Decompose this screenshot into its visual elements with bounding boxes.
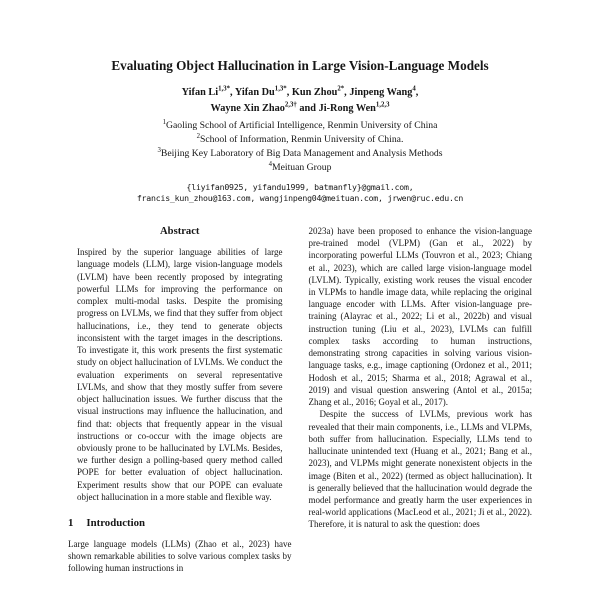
affiliation-line: $^1$Gaoling School of Artificial Intelligence, Renmin University of China bbox=[162, 119, 438, 132]
affiliation-line: $^3$Beijing Key Laboratory of Big Data Management and Analysis Methods bbox=[157, 146, 443, 160]
section-number: 1 bbox=[68, 517, 74, 530]
abstract-heading: Abstract bbox=[160, 225, 200, 237]
author-superscript: 1,3* bbox=[274, 85, 287, 93]
affiliation-line: $^2$School of Information, Renmin University of China. bbox=[196, 133, 404, 146]
paper-title: Evaluating Object Hallucination in Large Vision-Language Models bbox=[111, 58, 489, 73]
abstract-text: Inspired by the superior language abilities of large language models (LLM), large vision-language models (LVLM) have been recently proposed by integrating powerful LLMs for improving the performance on complex multi-modal tasks. Despite the promising progress on LVLMs, we find that they suffer from object hallucinations, i.e., they tend to generate objects inconsistent with the target images in the descriptions. To investigate it, this work presents the first systematic study on object hallucination of LVLMs. We conduct the evaluation experiments on several representative LVLMs, and show that they mostly suffer from severe object hallucination issues. We further discuss that the visual instructions may influence the hallucination, and find that: objects that frequently appear in the visual instructions or co-occur with the image objects are obviously prone to be hallucinated by LVLMs. Besides, we further design a polling-based query method called POPE for better evaluation of object hallucination. Experiment results show that our POPE can evaluate object hallucination in a more stable and flexible way. bbox=[77, 247, 283, 502]
author: Ji-Rong Wen$^{1,2,3}$ bbox=[318, 101, 390, 114]
left-column bbox=[68, 225, 292, 575]
affiliation-line: $^4$Meituan Group bbox=[268, 160, 332, 173]
author-line-2 bbox=[0, 100, 600, 116]
author: Wayne Xin Zhao$^{2,3\dagger}$ and bbox=[210, 101, 319, 114]
section-title: Introduction bbox=[86, 517, 146, 530]
author-block bbox=[0, 85, 600, 117]
author: Yifan $Du^{1,3*}$, bbox=[234, 85, 292, 98]
author: Yifan $Li^{1,3*}$, bbox=[181, 85, 235, 98]
author: Kun Zhou$^{2*}$, bbox=[291, 85, 350, 98]
author-superscript: 2* bbox=[337, 85, 345, 93]
email-line: francis_kun_zhou@163.com, wangjinpeng04@meituan.com, jrwen@ruc.edu.cn bbox=[136, 193, 464, 204]
right-column bbox=[309, 225, 533, 575]
author-superscript: 1,3* bbox=[218, 85, 231, 93]
right-column-paragraph-2: Despite the success of LVLMs, previous work has revealed that their main components, i.e., LLMs and VLPMs, both suffer from hallucination. Especially, LLMs tend to hallucinate unintended text (Huang et al., 2021; Bang et al., 2023), and VLPMs might generate nonexistent objects in the image (Biten et al., 2022) (termed as object hallucination). It is generally believed that the hallucination would degrade the model performance and greatly harm the user experiences in real-world applications (MacLeod et al., 2021; Ji et al., 2022). Therefore, it is natural to ask the question: does bbox=[308, 409, 532, 530]
affiliation-block bbox=[0, 119, 600, 174]
author-line-1 bbox=[0, 85, 600, 101]
section-heading-introduction bbox=[68, 516, 292, 531]
right-column-paragraph-1: 2023a) have been proposed to enhance the vision-language pre-trained model (VLPM) (Gan et al., 2022) by incorporating powerful LLMs (Touvron et al., 2023; Chiang et al., 2023), which are called large vision-language model (LVLM). Typically, existing work reuses the visual encoder in VLPMs to handle image data, while replacing the original language encoder with LLMs. After vision-language pre-training (Alayrac et al., 2022; Li et al., 2022b) and visual instruction tuning (Liu et al., 2023), LVLMs can fulfill complex tasks according to human instructions, demonstrating strong capacities in solving various vision-language tasks, e.g., image captioning (Ordonez et al., 2011; Hodosh et al., 2015; Sharma et al., 2018; Agrawal et al., 2019) and visual question answering (Antol et al., 2015a; Zhang et al., 2016; Goyal et al., 2017). bbox=[308, 225, 532, 408]
author: Jinpeng Wang$^4$, bbox=[349, 85, 419, 98]
author-superscript: 1,2,3 bbox=[375, 101, 390, 109]
intro-paragraph: Large language models (LLMs) (Zhao et al., 2023) have shown remarkable abilities to solve various complex tasks by following human instructions in bbox=[68, 538, 292, 574]
email-block bbox=[0, 182, 600, 205]
author-superscript: 2,3† bbox=[284, 101, 297, 109]
two-column-body bbox=[68, 225, 532, 575]
author-superscript: 4 bbox=[412, 85, 416, 93]
email-line: {liyifan0925, yifandu1999, batmanfly}@gmail.com, bbox=[186, 181, 414, 192]
